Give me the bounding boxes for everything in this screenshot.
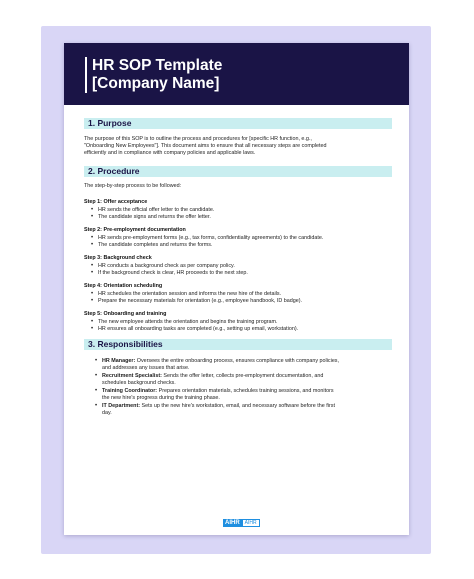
procedure-step	[84, 255, 392, 277]
purpose-line: The purpose of this SOP is to outline the process and procedures for [specific HR function, e.g.,	[84, 136, 312, 142]
step-bullets	[84, 235, 392, 249]
purpose-text	[84, 136, 392, 157]
step-bullet: • The candidate completes and returns the forms.	[98, 242, 392, 249]
role-name: IT Department:	[102, 403, 141, 409]
step-bullet: • Prepare the necessary materials for orientation (e.g., employee handbook, ID badge).	[98, 298, 392, 305]
step-bullet: • The candidate signs and returns the offer letter.	[98, 214, 392, 221]
purpose-line: efficiently and in compliance with company policies and applicable laws.	[84, 150, 256, 156]
document-header	[64, 43, 409, 105]
responsibility-item	[102, 358, 392, 372]
role-description: Oversees the entire onboarding process, ensures compliance with company policies,	[136, 358, 340, 364]
step-bullet: • HR schedules the orientation session and informs the new hire of the details.	[98, 291, 392, 298]
title-line-2: [Company Name]	[92, 75, 220, 92]
responsibility-item	[102, 403, 392, 417]
step-bullet: • HR sends pre-employment forms (e.g., tax forms, confidentiality agreements) to the candidate.	[98, 235, 392, 242]
procedure-step	[84, 283, 392, 305]
responsibilities-heading: 3. Responsibilities	[84, 339, 392, 350]
role-description: the new hire's progress during the training phase.	[102, 395, 220, 401]
step-bullets	[84, 319, 392, 333]
step-bullet: • HR ensures all onboarding tasks are completed (e.g., setting up email, workstation).	[98, 326, 392, 333]
step-title: Step 5: Onboarding and training	[84, 311, 167, 317]
step-bullets	[84, 263, 392, 277]
document-body	[84, 118, 392, 418]
sop-document	[64, 43, 409, 535]
role-name: Training Coordinator:	[102, 388, 158, 394]
procedure-step	[84, 311, 392, 333]
logo-part-b: AIHR	[242, 519, 260, 527]
purpose-heading: 1. Purpose	[84, 118, 392, 129]
title-accent-bar	[85, 57, 87, 93]
step-bullets	[84, 207, 392, 221]
role-name: Recruitment Specialist:	[102, 373, 162, 379]
aihr-logo	[223, 519, 260, 527]
step-title: Step 4: Orientation scheduling	[84, 283, 163, 289]
step-bullets	[84, 291, 392, 305]
step-title: Step 2: Pre-employment documentation	[84, 227, 186, 233]
role-name: HR Manager:	[102, 358, 136, 364]
document-title	[92, 57, 222, 93]
title-line-1: HR SOP Template	[92, 57, 223, 74]
role-description: Prepares orientation materials, schedules training sessions, and monitors	[158, 388, 334, 394]
role-description: Sets up the new hire's workstation, email, and necessary software before the first	[141, 403, 335, 409]
procedure-heading: 2. Procedure	[84, 166, 392, 177]
step-title: Step 1: Offer acceptance	[84, 199, 148, 205]
procedure-intro: The step-by-step process to be followed:	[84, 183, 182, 189]
responsibility-item	[102, 388, 392, 402]
step-title: Step 3: Background check	[84, 255, 152, 261]
step-bullet: • HR conducts a background check as per company policy.	[98, 263, 392, 270]
step-bullet: • The new employee attends the orientation and begins the training program.	[98, 319, 392, 326]
role-description: day.	[102, 410, 112, 416]
responsibility-item	[102, 373, 392, 387]
responsibilities-list	[84, 358, 392, 417]
step-bullet: • HR sends the official offer letter to the candidate.	[98, 207, 392, 214]
procedure-step	[84, 227, 392, 249]
purpose-line: "Onboarding New Employees"]. This document aims to ensure that all necessary steps are completed	[84, 143, 327, 149]
role-description: and addresses any issues that arise.	[102, 365, 190, 371]
role-description: Sends the offer letter, collects pre-employment documentation, and	[163, 373, 324, 379]
logo-part-a: AIHR	[225, 520, 240, 526]
role-description: schedules background checks.	[102, 380, 176, 386]
step-bullet: • If the background check is clear, HR proceeds to the next step.	[98, 270, 392, 277]
procedure-step	[84, 199, 392, 221]
